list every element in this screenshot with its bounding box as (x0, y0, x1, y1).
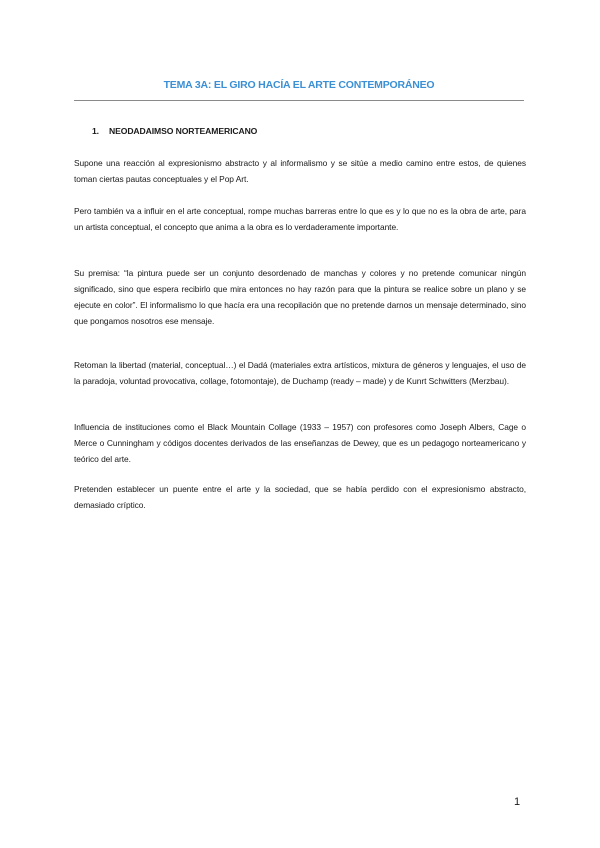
paragraph-6: Pretenden establecer un puente entre el arte y la sociedad, que se había perdido con el expresionismo abstracto, demasiado críptico. (74, 484, 526, 510)
paragraph-4: Retoman la libertad (material, conceptual…) el Dadá (materiales extra artísticos, mixtura de géneros y lenguajes, el uso de la paradoja, voluntad provocativa, collage, fotomontaje), de Duchamp (ready – made) y de Kunrt Schwitters (Merzbau). (74, 360, 526, 386)
section-heading (92, 126, 257, 136)
document-title: TEMA 3A: EL GIRO HACÍA EL ARTE CONTEMPORÁNEO (163, 79, 435, 91)
section-number: 1. (92, 126, 99, 136)
title-divider (74, 100, 524, 101)
section-title: NEODADAIMSO NORTEAMERICANO (109, 126, 258, 136)
paragraph-3: Su premisa: “la pintura puede ser un conjunto desordenado de manchas y colores y no pretende comunicar ningún significado, sino que espera recibirlo que mira entonces no hay razón para que la pintura se realice sobre un plano y se ejecute en color”. El informalismo lo que hacía era una recopilación que no pretende darnos un mensaje determinado, sino que pongamos nosotros ese mensaje. (74, 268, 526, 326)
page-number: 1 (514, 796, 521, 808)
paragraph-1: Supone una reacción al expresionismo abstracto y al informalismo y se sitúe a medio camino entre estos, de quienes toman ciertas pautas conceptuales y el Pop Art. (74, 158, 526, 184)
paragraph-5: Influencia de instituciones como el Black Mountain Collage (1933 – 1957) con profesores como Joseph Albers, Cage o Merce o Cunningham y códigos docentes derivados de las enseñanzas de Dewey, que es un pedagogo norteamericano y teórico del arte. (74, 422, 526, 464)
paragraph-2: Pero también va a influir en el arte conceptual, rompe muchas barreras entre lo que es y lo que no es la obra de arte, para un artista conceptual, el concepto que anima a la obra es lo verdaderamente importante. (74, 206, 526, 232)
